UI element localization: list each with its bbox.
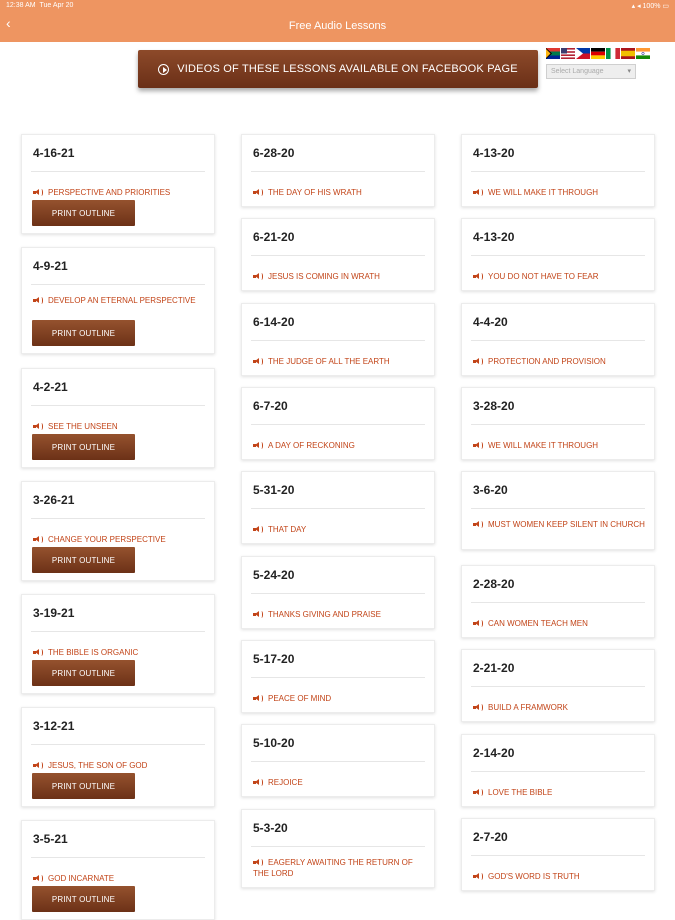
audio-lesson-title: THE BIBLE IS ORGANIC	[48, 648, 139, 657]
print-outline-button[interactable]: PRINT OUTLINE	[32, 547, 135, 573]
divider	[251, 424, 425, 425]
italy-flag-icon[interactable]	[606, 48, 620, 59]
spain-flag-icon[interactable]	[621, 48, 635, 59]
audio-lesson-link[interactable]	[33, 647, 206, 658]
audio-lesson-title: LOVE THE BIBLE	[488, 788, 553, 797]
lesson-date: 3-12-21	[33, 719, 75, 733]
audio-lesson-link[interactable]	[253, 693, 426, 704]
philippines-flag-icon[interactable]	[576, 48, 590, 59]
lesson-card	[21, 820, 215, 920]
speaker-icon	[33, 649, 43, 656]
audio-lesson-link[interactable]	[253, 857, 426, 879]
lesson-date: 3-6-20	[473, 483, 508, 497]
germany-flag-icon[interactable]	[591, 48, 605, 59]
lesson-date: 2-21-20	[473, 661, 515, 675]
print-outline-button[interactable]: PRINT OUTLINE	[32, 200, 135, 226]
speaker-icon	[473, 704, 483, 711]
print-outline-button[interactable]: PRINT OUTLINE	[32, 660, 135, 686]
audio-lesson-link[interactable]	[33, 421, 206, 432]
speaker-icon	[253, 859, 263, 866]
lesson-date: 2-28-20	[473, 577, 515, 591]
language-flags	[546, 48, 650, 59]
audio-lesson-link[interactable]	[253, 187, 426, 198]
south-africa-flag-icon[interactable]	[546, 48, 560, 59]
audio-lesson-link[interactable]	[253, 609, 426, 620]
audio-lesson-title: WE WILL MAKE IT THROUGH	[488, 441, 599, 450]
lesson-date: 5-3-20	[253, 821, 288, 835]
audio-lesson-link[interactable]	[33, 534, 206, 545]
speaker-icon	[33, 875, 43, 882]
audio-lesson-link[interactable]	[253, 524, 426, 535]
audio-lesson-title: MUST WOMEN KEEP SILENT IN CHURCH	[488, 520, 645, 529]
audio-lesson-title: PERSPECTIVE AND PRIORITIES	[48, 188, 171, 197]
usa-flag-icon[interactable]	[561, 48, 575, 59]
language-select[interactable]	[546, 64, 636, 79]
print-outline-button[interactable]: PRINT OUTLINE	[32, 773, 135, 799]
lesson-date: 4-16-21	[33, 146, 75, 160]
divider	[471, 424, 645, 425]
divider	[31, 284, 205, 285]
divider	[251, 846, 425, 847]
lesson-date: 5-24-20	[253, 568, 295, 582]
divider	[31, 405, 205, 406]
audio-lesson-link[interactable]	[473, 440, 646, 451]
lesson-card	[21, 481, 215, 581]
audio-lesson-title: PEACE OF MIND	[268, 694, 332, 703]
divider	[31, 857, 205, 858]
audio-lesson-link[interactable]	[33, 295, 206, 306]
lesson-card	[241, 387, 435, 460]
audio-lesson-link[interactable]	[473, 356, 646, 367]
lesson-card	[241, 556, 435, 629]
audio-lesson-link[interactable]	[473, 519, 646, 530]
status-battery: ▴ ◂ 100% ▭	[631, 3, 669, 10]
audio-lesson-link[interactable]	[33, 760, 206, 771]
print-outline-button[interactable]: PRINT OUTLINE	[32, 320, 135, 346]
divider	[31, 744, 205, 745]
language-select-placeholder: Select Language	[551, 68, 604, 75]
lesson-card	[241, 809, 435, 888]
speaker-icon	[473, 521, 483, 528]
speaker-icon	[33, 423, 43, 430]
lesson-card	[461, 303, 655, 376]
speaker-icon	[473, 873, 483, 880]
lesson-card	[21, 134, 215, 234]
lesson-date: 6-28-20	[253, 146, 295, 160]
lesson-date: 2-14-20	[473, 746, 515, 760]
lesson-card	[461, 565, 655, 638]
audio-lesson-title: THE JUDGE OF ALL THE EARTH	[268, 357, 390, 366]
speaker-icon	[253, 189, 263, 196]
divider	[471, 508, 645, 509]
lesson-date: 3-28-20	[473, 399, 515, 413]
speaker-icon	[253, 779, 263, 786]
speaker-icon	[33, 189, 43, 196]
audio-lesson-title: GOD'S WORD IS TRUTH	[488, 872, 580, 881]
lesson-date: 4-13-20	[473, 230, 515, 244]
divider	[251, 171, 425, 172]
speaker-icon	[473, 358, 483, 365]
lesson-date: 4-4-20	[473, 315, 508, 329]
divider	[251, 593, 425, 594]
chevron-down-icon: ▾	[627, 68, 631, 75]
audio-lesson-link[interactable]	[473, 702, 646, 713]
print-outline-button[interactable]: PRINT OUTLINE	[32, 434, 135, 460]
audio-lesson-title: GOD INCARNATE	[48, 874, 115, 883]
lesson-card	[21, 594, 215, 694]
lesson-date: 3-26-21	[33, 493, 75, 507]
divider	[251, 508, 425, 509]
audio-lesson-link[interactable]	[473, 618, 646, 629]
audio-lesson-link[interactable]	[253, 271, 426, 282]
lesson-date: 2-7-20	[473, 830, 508, 844]
audio-lesson-title: THE DAY OF HIS WRATH	[268, 188, 362, 197]
lesson-date: 6-7-20	[253, 399, 288, 413]
page-title: Free Audio Lessons	[288, 20, 387, 32]
lesson-card	[461, 649, 655, 722]
speaker-icon	[253, 695, 263, 702]
lesson-date: 3-19-21	[33, 606, 75, 620]
speaker-icon	[253, 273, 263, 280]
speaker-icon	[33, 536, 43, 543]
lesson-date: 4-2-21	[33, 380, 68, 394]
audio-lesson-title: JESUS IS COMING IN WRATH	[268, 272, 380, 281]
facebook-videos-button[interactable]	[138, 50, 538, 88]
audio-lesson-title: PROTECTION AND PROVISION	[488, 357, 606, 366]
lesson-card	[461, 218, 655, 291]
audio-lesson-link[interactable]	[253, 356, 426, 367]
speaker-icon	[253, 358, 263, 365]
lesson-date: 4-13-20	[473, 146, 515, 160]
divider	[31, 631, 205, 632]
audio-lesson-title: EAGERLY AWAITING THE RETURN OF THE LORD	[253, 858, 413, 878]
lesson-card	[461, 471, 655, 550]
facebook-videos-label: VIDEOS OF THESE LESSONS AVAILABLE ON FACEBOOK PAGE	[177, 63, 518, 75]
speaker-icon	[473, 620, 483, 627]
audio-lesson-link[interactable]	[33, 187, 206, 198]
audio-lesson-link[interactable]	[253, 777, 426, 788]
back-icon[interactable]: ‹	[6, 15, 11, 31]
audio-lesson-link[interactable]	[473, 187, 646, 198]
divider	[251, 255, 425, 256]
audio-lesson-title: THAT DAY	[268, 525, 307, 534]
top-bar	[0, 0, 675, 42]
divider	[471, 171, 645, 172]
divider	[471, 602, 645, 603]
audio-lesson-title: BUILD A FRAMWORK	[488, 703, 569, 712]
divider	[251, 677, 425, 678]
audio-lesson-link[interactable]	[253, 440, 426, 451]
divider	[471, 771, 645, 772]
lesson-card	[461, 134, 655, 207]
lesson-card	[241, 134, 435, 207]
divider	[251, 340, 425, 341]
speaker-icon	[473, 189, 483, 196]
lesson-card	[21, 247, 215, 354]
divider	[471, 340, 645, 341]
lesson-card	[461, 818, 655, 891]
lesson-date: 4-9-21	[33, 259, 68, 273]
audio-lesson-title: THANKS GIVING AND PRAISE	[268, 610, 381, 619]
divider	[471, 686, 645, 687]
india-flag-icon[interactable]	[636, 48, 650, 59]
divider	[251, 761, 425, 762]
audio-lesson-title: REJOICE	[268, 778, 303, 787]
audio-lesson-title: SEE THE UNSEEN	[48, 422, 118, 431]
lesson-card	[241, 303, 435, 376]
lesson-card	[241, 218, 435, 291]
speaker-icon	[473, 442, 483, 449]
lesson-date: 6-21-20	[253, 230, 295, 244]
lesson-card	[461, 387, 655, 460]
divider	[471, 255, 645, 256]
lesson-date: 5-17-20	[253, 652, 295, 666]
audio-lesson-link[interactable]	[473, 787, 646, 798]
speaker-icon	[253, 442, 263, 449]
audio-lesson-title: WE WILL MAKE IT THROUGH	[488, 188, 599, 197]
audio-lesson-title: CAN WOMEN TEACH MEN	[488, 619, 588, 628]
audio-lesson-title: YOU DO NOT HAVE TO FEAR	[488, 272, 599, 281]
lesson-date: 6-14-20	[253, 315, 295, 329]
speaker-icon	[33, 297, 43, 304]
play-icon	[158, 64, 169, 75]
lesson-date: 3-5-21	[33, 832, 68, 846]
audio-lesson-link[interactable]	[33, 873, 206, 884]
lesson-card	[241, 724, 435, 797]
lesson-date: 5-31-20	[253, 483, 295, 497]
audio-lesson-title: DEVELOP AN ETERNAL PERSPECTIVE	[48, 296, 196, 305]
audio-lesson-title: CHANGE YOUR PERSPECTIVE	[48, 535, 166, 544]
speaker-icon	[253, 526, 263, 533]
audio-lesson-title: JESUS, THE SON OF GOD	[48, 761, 148, 770]
divider	[31, 171, 205, 172]
lesson-date: 5-10-20	[253, 736, 295, 750]
lesson-card	[21, 707, 215, 807]
speaker-icon	[33, 762, 43, 769]
speaker-icon	[473, 789, 483, 796]
status-time: 12:38 AM Tue Apr 20	[6, 2, 74, 9]
audio-lesson-title: A DAY OF RECKONING	[268, 441, 355, 450]
audio-lesson-link[interactable]	[473, 271, 646, 282]
audio-lesson-link[interactable]	[473, 871, 646, 882]
divider	[31, 518, 205, 519]
speaker-icon	[473, 273, 483, 280]
print-outline-button[interactable]: PRINT OUTLINE	[32, 886, 135, 912]
lesson-card	[241, 640, 435, 713]
lesson-card	[461, 734, 655, 807]
speaker-icon	[253, 611, 263, 618]
divider	[471, 855, 645, 856]
lesson-card	[21, 368, 215, 468]
lesson-card	[241, 471, 435, 544]
